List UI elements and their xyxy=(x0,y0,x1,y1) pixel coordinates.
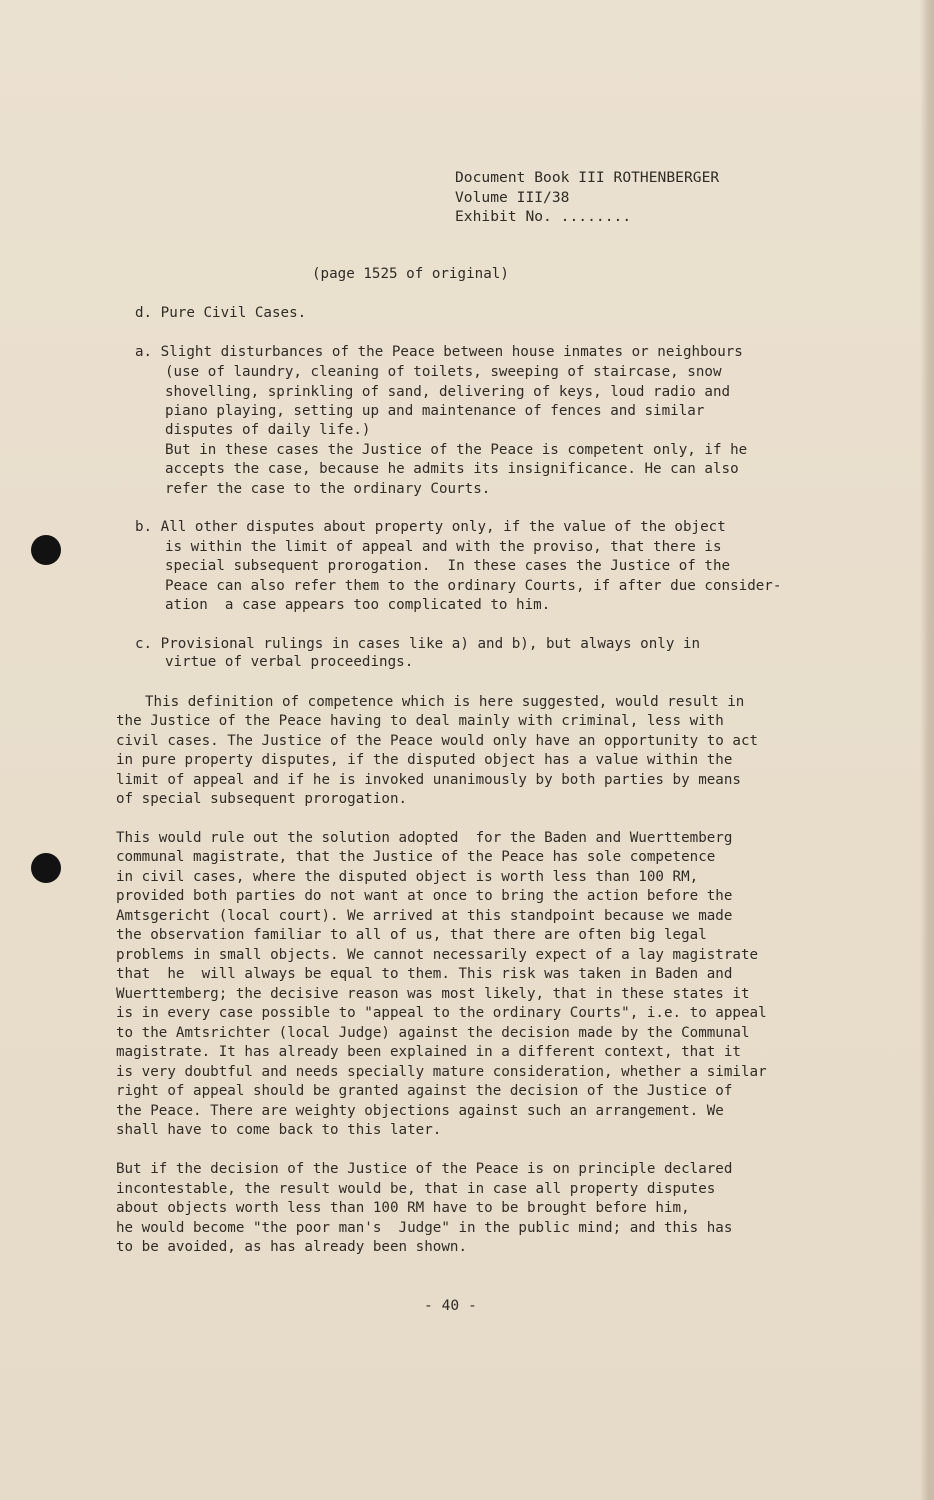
paragraph-line: But if the decision of the Justice of the Peace is on principle declared xyxy=(116,1161,733,1177)
item-a-line: But in these cases the Justice of the Peace is competent only, if he xyxy=(165,442,748,458)
paragraph-line: in civil cases, where the disputed object is worth less than 100 RM, xyxy=(116,869,699,885)
paragraph-line: Amtsgericht (local court). We arrived at this standpoint because we made xyxy=(116,908,733,924)
paragraph-line: This definition of competence which is here suggested, would result in xyxy=(145,694,745,710)
paragraph-line: magistrate. It has already been explained in a different context, that it xyxy=(116,1044,741,1060)
section-title: d. Pure Civil Cases. xyxy=(135,305,307,321)
punch-hole xyxy=(31,535,61,565)
paragraph-line: to the Amtsrichter (local Judge) against the decision made by the Communal xyxy=(116,1025,750,1041)
header-volume: Volume III/38 xyxy=(455,189,570,206)
paragraph-line: limit of appeal and if he is invoked unanimously by both parties by means xyxy=(116,772,741,788)
item-a-line: shovelling, sprinkling of sand, delivering of keys, loud radio and xyxy=(165,384,731,400)
item-a-line: piano playing, setting up and maintenance of fences and similar xyxy=(165,403,705,419)
paragraph-line: the Justice of the Peace having to deal mainly with criminal, less with xyxy=(116,713,724,729)
paragraph-line: civil cases. The Justice of the Peace would only have an opportunity to act xyxy=(116,733,759,749)
header-document-book: Document Book III ROTHENBERGER xyxy=(455,169,720,186)
paragraph-line: problems in small objects. We cannot necessarily expect of a lay magistrate xyxy=(116,947,759,963)
paragraph-line: that he will always be equal to them. This risk was taken in Baden and xyxy=(116,966,733,982)
item-a-line: (use of laundry, cleaning of toilets, sweeping of staircase, snow xyxy=(165,364,722,380)
paragraph-line: shall have to come back to this later. xyxy=(116,1122,442,1138)
item-b-line: is within the limit of appeal and with the proviso, that there is xyxy=(165,539,722,555)
item-a-line: a. Slight disturbances of the Peace between house inmates or neighbours xyxy=(135,344,743,360)
paragraph-line: is in every case possible to "appeal to the ordinary Courts", i.e. to appeal xyxy=(116,1005,767,1021)
paragraph-line: of special subsequent prorogation. xyxy=(116,791,408,807)
paragraph-line: incontestable, the result would be, that in case all property disputes xyxy=(116,1181,716,1197)
item-b-line: Peace can also refer them to the ordinary Courts, if after due consider- xyxy=(165,578,782,594)
item-c-line: c. Provisional rulings in cases like a) and b), but always only in xyxy=(135,636,701,652)
paragraph-line: is very doubtful and needs specially mature consideration, whether a similar xyxy=(116,1064,767,1080)
paragraph-line: communal magistrate, that the Justice of the Peace has sole competence xyxy=(116,849,716,865)
item-b-line: ation a case appears too complicated to him. xyxy=(165,597,551,613)
paragraph-line: to be avoided, as has already been shown. xyxy=(116,1239,468,1255)
item-c-line: virtue of verbal proceedings. xyxy=(165,654,414,670)
punch-hole xyxy=(31,853,61,883)
item-a-line: disputes of daily life.) xyxy=(165,422,371,438)
page-reference: (page 1525 of original) xyxy=(312,266,509,282)
paragraph-line: the Peace. There are weighty objections against such an arrangement. We xyxy=(116,1103,724,1119)
page-number: - 40 - xyxy=(424,1297,477,1314)
paragraph-line: in pure property disputes, if the disputed object has a value within the xyxy=(116,752,733,768)
paragraph-line: about objects worth less than 100 RM have to be brought before him, xyxy=(116,1200,690,1216)
paragraph-line: right of appeal should be granted against the decision of the Justice of xyxy=(116,1083,733,1099)
paragraph-line: provided both parties do not want at once to bring the action before the xyxy=(116,888,733,904)
item-b-line: b. All other disputes about property only, if the value of the object xyxy=(135,519,726,535)
paragraph-line: he would become "the poor man's Judge" in the public mind; and this has xyxy=(116,1220,733,1236)
page-edge-shadow xyxy=(920,0,934,1500)
header-exhibit: Exhibit No. ........ xyxy=(455,208,632,225)
item-a-line: refer the case to the ordinary Courts. xyxy=(165,481,491,497)
paragraph-line: Wuerttemberg; the decisive reason was most likely, that in these states it xyxy=(116,986,750,1002)
paragraph-line: This would rule out the solution adopted for the Baden and Wuerttemberg xyxy=(116,830,733,846)
paragraph-line: the observation familiar to all of us, that there are often big legal xyxy=(116,927,707,943)
item-a-line: accepts the case, because he admits its insignificance. He can also xyxy=(165,461,739,477)
item-b-line: special subsequent prorogation. In these cases the Justice of the xyxy=(165,558,731,574)
